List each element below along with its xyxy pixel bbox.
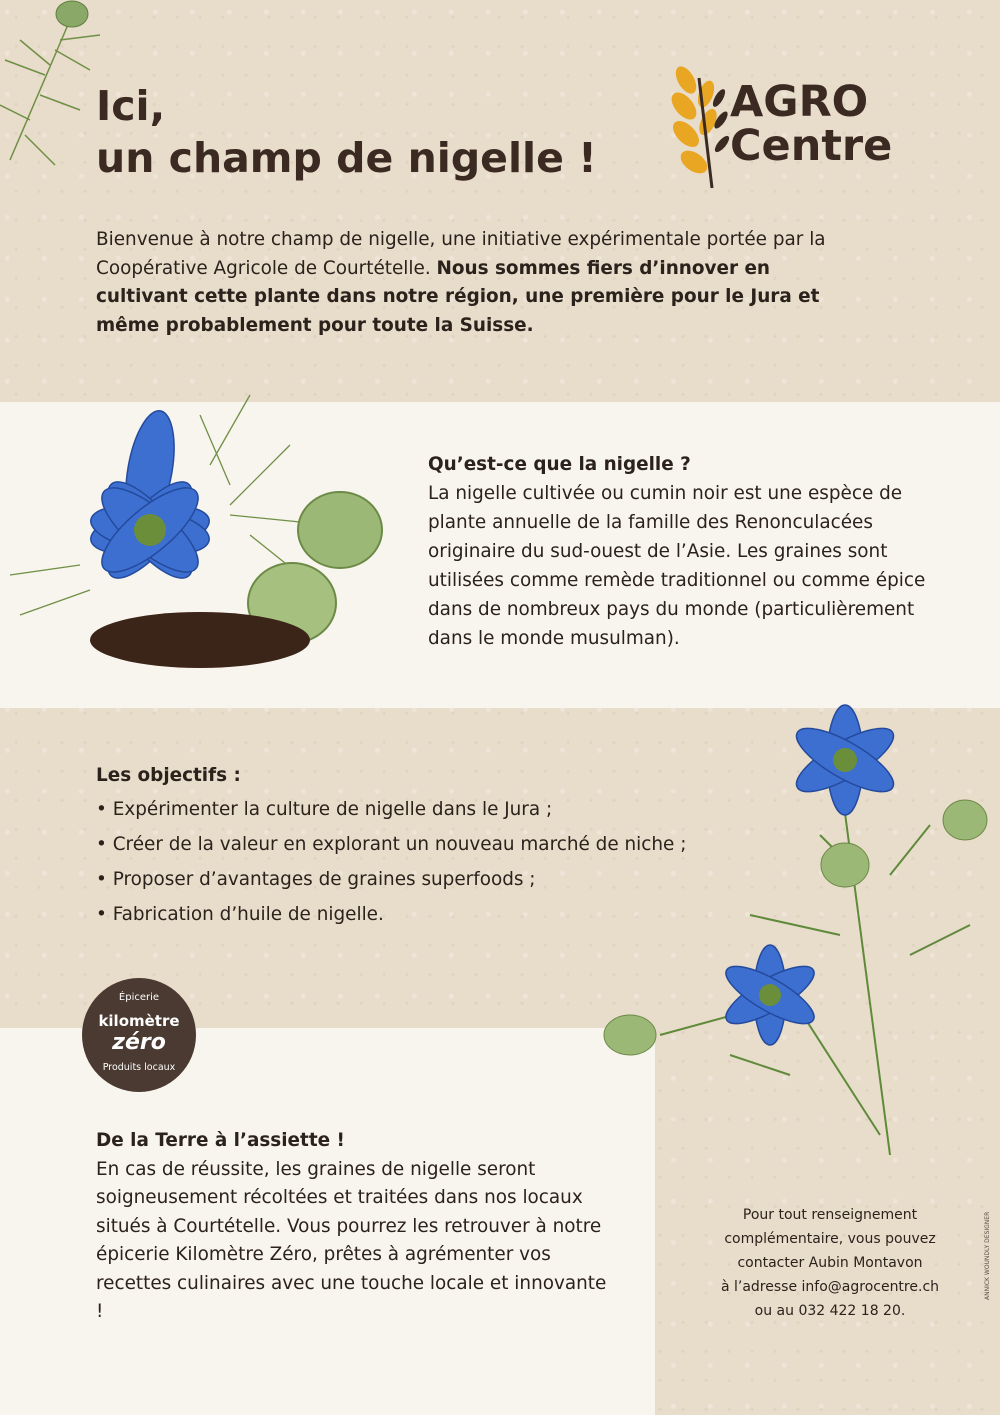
page-title [96,80,597,184]
what-heading: Qu’est-ce que la nigelle ? [428,454,691,475]
nigella-flower-seeds-illustration [0,375,405,685]
intro-paragraph [96,226,856,340]
contact-info [700,1203,960,1323]
logo-line-1: AGRO [730,77,869,127]
objectives-heading: Les objectifs : [96,765,241,786]
badge-top-text: Épicerie [118,992,160,1003]
title-line-1: Ici, [96,82,166,130]
contact-phone[interactable]: ou au 032 422 18 20. [754,1303,906,1319]
intro-bold-text: Nous sommes fiers d’innover en cultivant cette plante dans notre région, une première pour le Jura et même probablement pour toute la Suisse. [96,257,820,336]
farm-to-plate-section [96,1127,616,1327]
objectives-list [96,792,736,932]
what-body: La nigelle cultivée ou cumin noir est une espèce de plante annuelle de la famille des Renonculacées originaire du sud-ouest de l’Asie. Les graines sont utilisées comme remède traditionnel ou comme épice dans de nombreux pays du monde (particulièrement dans le monde musulman). [428,483,926,649]
terre-body: En cas de réussite, les graines de nigelle seront soigneusement récoltées et traitées dans nos locaux situés à Courtételle. Vous pourrez les retrouver à notre épicerie Kilomètre Zéro, prêtes à agrémenter vos recettes culinaires avec une touche locale et innovante ! [96,1158,607,1322]
terre-heading: De la Terre à l’assiette ! [96,1130,345,1151]
objective-item: • Proposer d’avantages de graines superfoods ; [96,862,736,897]
corner-sprig-illustration [0,0,110,170]
badge-line-1: kilomètre [98,1012,180,1030]
designer-credit: ANNICK WOUNDLY DESIGNER [984,1211,991,1300]
objective-item: • Créer de la valeur en explorant un nouveau marché de niche ; [96,827,736,862]
kilometre-zero-badge [82,978,196,1092]
intro-text: Bienvenue à notre champ de nigelle, une initiative expérimentale portée par la Coopérative Agricole de Courtételle. [96,229,826,279]
logo-wordmark [730,77,893,171]
objectives-section [96,765,736,932]
logo-line-2: Centre [730,121,893,171]
title-line-2: un champ de nigelle ! [96,134,597,182]
what-is-nigella-section [428,450,948,653]
contact-line: complémentaire, vous pouvez [724,1231,936,1247]
objective-item: • Fabrication d’huile de nigelle. [96,897,736,932]
wheat-logo-icon [664,58,734,193]
objective-item: • Expérimenter la culture de nigelle dans le Jura ; [96,792,736,827]
badge-bottom-text: Produits locaux [102,1062,176,1073]
contact-email[interactable]: à l’adresse info@agrocentre.ch [720,1279,940,1295]
contact-line: Pour tout renseignement [742,1207,918,1223]
contact-line: contacter Aubin Montavon [737,1255,923,1271]
badge-line-2: zéro [112,1030,166,1055]
